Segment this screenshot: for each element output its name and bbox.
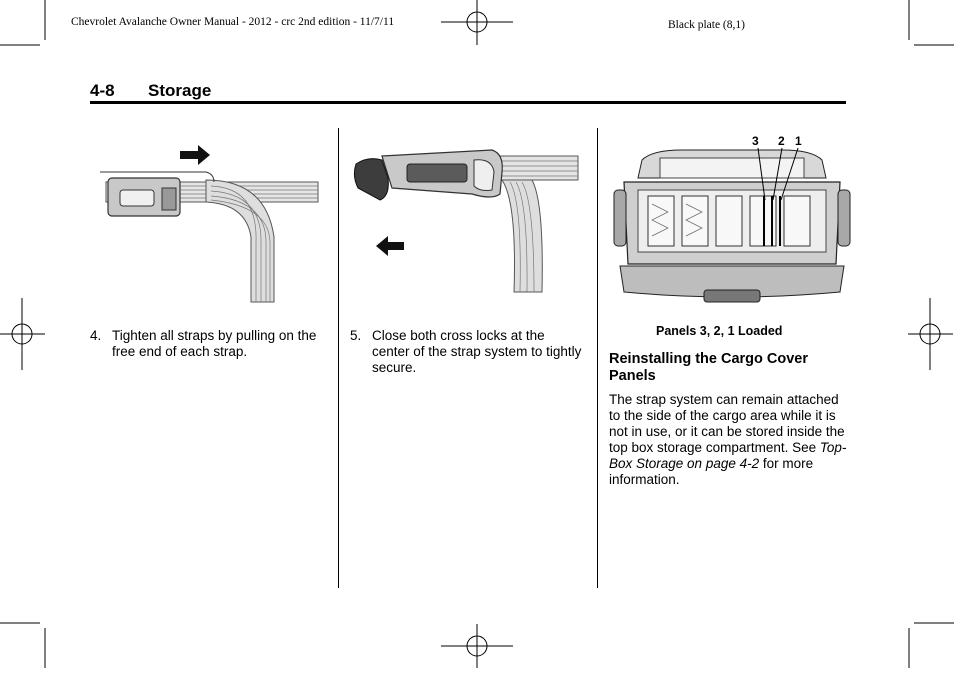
callout-2: 2 [778,134,785,148]
callout-3: 3 [752,134,759,148]
step-number: 5. [350,328,362,343]
arrow-left-icon [376,236,404,256]
column-divider-1 [338,128,339,588]
paragraph-text: The strap system can remain attached to the side of the cargo area while it is not in use, or it can be stored inside the top box storage compartment. See [609,392,845,455]
truck-panels-illustration [612,130,844,310]
heading-rule [90,101,846,104]
registration-mark-left [0,294,50,374]
step-4 [90,328,325,360]
paragraph-text-end: for more information. [609,456,814,487]
registration-mark-bottom [437,620,517,680]
subheading: Reinstalling the Cargo Cover Panels [609,351,809,384]
section-number: 4-8 [90,81,115,100]
figure-caption: Panels 3, 2, 1 Loaded [656,324,783,338]
step-text: Close both cross locks at the center of the strap system to tightly secure. [372,328,582,375]
callout-1: 1 [795,134,802,148]
cross-lock-illustration [352,142,582,292]
registration-mark-right [908,294,954,374]
step-text: Tighten all straps by pulling on the free end of each strap. [112,328,317,359]
document-title: Chevrolet Avalanche Owner Manual - 2012 - crc 2nd edition - 11/7/11 [71,16,395,28]
section-heading [90,81,211,101]
plate-label: Black plate (8,1) [668,19,745,31]
step-5 [350,328,585,376]
section-title: Storage [148,81,212,100]
strap-tighten-illustration [96,142,326,302]
column-divider-2 [597,128,598,588]
step-number: 4. [90,328,102,343]
cross-reference-link[interactable]: Top-Box Storage on page 4-2 [609,440,847,471]
arrow-right-icon [180,145,210,165]
registration-mark-top [437,0,517,50]
paragraph [609,392,849,488]
